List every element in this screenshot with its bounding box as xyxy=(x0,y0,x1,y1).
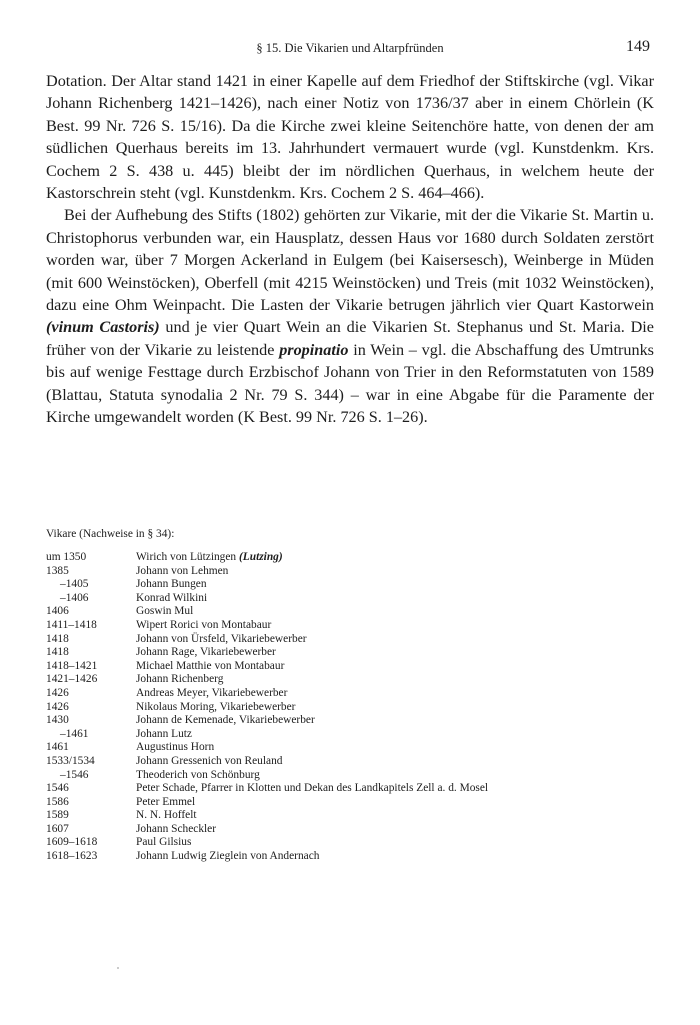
list-item-name xyxy=(136,646,666,660)
list-item xyxy=(46,809,666,823)
list-item-name xyxy=(136,714,666,728)
list-item xyxy=(46,850,666,864)
list-item-name xyxy=(136,755,666,769)
running-title: § 15. Die Vikarien und Altarpfründen xyxy=(256,41,444,55)
list-item-name xyxy=(136,551,666,565)
list-item-name-text: Wipert Rorici von Montabaur xyxy=(136,618,272,631)
list-item-name xyxy=(136,578,666,592)
list-item-name-text: Michael Matthie von Montabaur xyxy=(136,659,285,672)
list-item-name xyxy=(136,619,666,633)
list-item xyxy=(46,728,666,742)
list-item-name-text: Peter Emmel xyxy=(136,795,196,808)
list-item xyxy=(46,836,666,850)
list-item-name xyxy=(136,605,666,619)
list-item-name-text: Johann Rage, Vikariebewerber xyxy=(136,646,276,659)
list-item xyxy=(46,646,666,660)
list-item-year: 1546 xyxy=(46,782,69,795)
vikare-list xyxy=(46,526,666,864)
list-item xyxy=(46,592,666,606)
list-item-year: 1426 xyxy=(46,700,69,713)
list-item-year: 1421–1426 xyxy=(46,673,98,686)
list-item-name xyxy=(136,660,666,674)
list-item-name-text: Johann von Lehmen xyxy=(136,564,229,577)
list-item-italic: (Lutzing) xyxy=(238,551,283,563)
list-item xyxy=(46,605,666,619)
list-item-year: 1589 xyxy=(46,809,69,822)
list-item-year: 1533/1534 xyxy=(46,754,95,767)
list-item xyxy=(46,673,666,687)
list-item-year: um 1350 xyxy=(46,551,87,563)
paragraph-text-part: Bei der Aufhebung des Stifts (1802) gehörten zur Vikarie, mit der die Vikarie St. Martin u. Christophorus verbunden war, ein Hausplatz, dessen Haus vor 1680 durch Soldaten zerstört worden war, über 7 Morgen Ackerland in Eulgem (bei Kaisersesch), Weinberge in Müden (mit 600 Weinstöcken), Oberfell (mit 4215 Weinstöcken) und Treis (mit 1032 Weinstöcken), dazu eine Ohm Weinpacht. Die Lasten der Vikarie betrugen jährlich vier Quart Kastorwein xyxy=(46,206,654,315)
list-item-year: –1405 xyxy=(60,578,89,591)
paragraph-text-part: und je vier Quart Wein an die Vikarien St. Stephanus und St. Maria. Die früher von der Vikarie zu leistende xyxy=(46,318,654,359)
list-item-name-text: Goswin Mul xyxy=(136,605,194,618)
list-item-year: 1406 xyxy=(46,605,69,618)
list-item xyxy=(46,823,666,837)
list-item-name xyxy=(136,809,666,823)
list-item xyxy=(46,660,666,674)
page-header xyxy=(46,38,654,60)
list-item-name-text: Augustinus Horn xyxy=(136,741,215,754)
list-item xyxy=(46,565,666,579)
list-item-name xyxy=(136,673,666,687)
list-item xyxy=(46,755,666,769)
list-item xyxy=(46,782,666,796)
list-item-name-text: Wirich von Lützingen xyxy=(136,551,239,563)
list-item xyxy=(46,769,666,783)
body-text xyxy=(46,70,654,429)
list-item-name-text: Johann von Ürsfeld, Vikariebewerber xyxy=(136,632,307,645)
page-number: 149 xyxy=(626,38,650,55)
list-item-year: 1609–1618 xyxy=(46,836,98,849)
list-item-name-text: Johann Lutz xyxy=(136,727,192,740)
list-item-name-text: Johann Bungen xyxy=(136,578,207,591)
list-item-name-text: N. N. Hoffelt xyxy=(136,809,197,822)
list-item-name-text: Paul Gilsius xyxy=(136,836,192,849)
list-item xyxy=(46,701,666,715)
list-item-name xyxy=(136,823,666,837)
list-item xyxy=(46,551,666,565)
list-item xyxy=(46,796,666,810)
list-item-name xyxy=(136,633,666,647)
page-speck xyxy=(117,967,119,969)
list-rows xyxy=(46,551,666,864)
list-item-name xyxy=(136,565,666,579)
list-item-year: 1430 xyxy=(46,714,69,727)
list-item-name xyxy=(136,782,666,796)
list-item-name-text: Johann Ludwig Zieglein von Andernach xyxy=(136,850,320,863)
paragraph-text-part: in Wein – vgl. die Abschaffung des Umtrunks bis auf wenige Festtage durch Erzbischof Johann von Trier in den Reformstatuten von 1589 (Blattau, Statuta synodalia 2 Nr. 79 S. 344) – war in eine Abgabe für die Paramente der Kirche umgewandelt worden (K Best. 99 Nr. 726 S. 1–26). xyxy=(46,340,654,427)
list-heading: Vikare (Nachweise in § 34): xyxy=(46,528,175,540)
list-item xyxy=(46,687,666,701)
paragraph-aufhebung xyxy=(46,204,654,428)
list-item-year: 1411–1418 xyxy=(46,618,97,631)
list-item-year: 1418–1421 xyxy=(46,659,98,672)
list-item xyxy=(46,633,666,647)
list-item-year: 1385 xyxy=(46,564,69,577)
list-item-name-text: Andreas Meyer, Vikariebewerber xyxy=(136,686,288,699)
list-item-name-text: Konrad Wilkini xyxy=(136,591,208,604)
list-item-name xyxy=(136,687,666,701)
list-item-name xyxy=(136,850,666,864)
list-item-year: 1418 xyxy=(46,646,69,659)
list-item-year: –1406 xyxy=(60,591,89,604)
list-item-year: 1426 xyxy=(46,686,69,699)
list-item-name xyxy=(136,701,666,715)
list-item-name xyxy=(136,796,666,810)
list-item-year: 1461 xyxy=(46,741,69,754)
list-item xyxy=(46,578,666,592)
list-item-year: 1586 xyxy=(46,795,69,808)
list-item-name-text: Nikolaus Moring, Vikariebewerber xyxy=(136,700,296,713)
list-item-year: –1546 xyxy=(60,768,89,781)
paragraph-dotation: Dotation. Der Altar stand 1421 in einer Kapelle auf dem Friedhof der Stiftskirche (vgl. Vikar Johann Richenberg 1421–1426), nach einer Notiz von 1736/37 aber in einem Chörlein (K Best. 99 Nr. 726 S. 15/16). Da die Kirche zwei kleine Seitenchöre hatte, von denen der am südlichen Querhaus bereits im 13. Jahrhundert vermauert wurde (vgl. Kunstdenkm. Krs. Cochem 2 S. 438 u. 445) bleibt der im nördlichen Querhaus, in welchem heute der Kastorschrein steht (vgl. Kunstdenkm. Krs. Cochem 2 S. 464–466). xyxy=(46,72,654,203)
list-item-year: 1607 xyxy=(46,822,69,835)
paragraph-italic-term: (vinum Castoris) xyxy=(46,318,160,337)
list-item xyxy=(46,741,666,755)
list-item-name-text: Peter Schade, Pfarrer in Klotten und Dekan des Landkapitels Zell a. d. Mosel xyxy=(136,782,489,795)
list-item-name xyxy=(136,592,666,606)
list-item-name-text: Johann Gressenich von Reuland xyxy=(136,754,283,767)
list-item-year: –1461 xyxy=(60,727,89,740)
list-item-name-text: Johann Scheckler xyxy=(136,822,217,835)
list-item xyxy=(46,714,666,728)
list-item-year: 1418 xyxy=(46,632,69,645)
list-item-name-text: Johann de Kemenade, Vikariebewerber xyxy=(136,714,315,727)
paragraph-italic-term: propinatio xyxy=(279,340,349,359)
list-item-year: 1618–1623 xyxy=(46,850,98,863)
list-item-name xyxy=(136,741,666,755)
list-item-name-text: Johann Richenberg xyxy=(136,673,224,686)
list-item xyxy=(46,619,666,633)
list-item-name-text: Theoderich von Schönburg xyxy=(136,768,260,781)
list-item-name xyxy=(136,836,666,850)
list-item-name xyxy=(136,769,666,783)
list-item-name xyxy=(136,728,666,742)
